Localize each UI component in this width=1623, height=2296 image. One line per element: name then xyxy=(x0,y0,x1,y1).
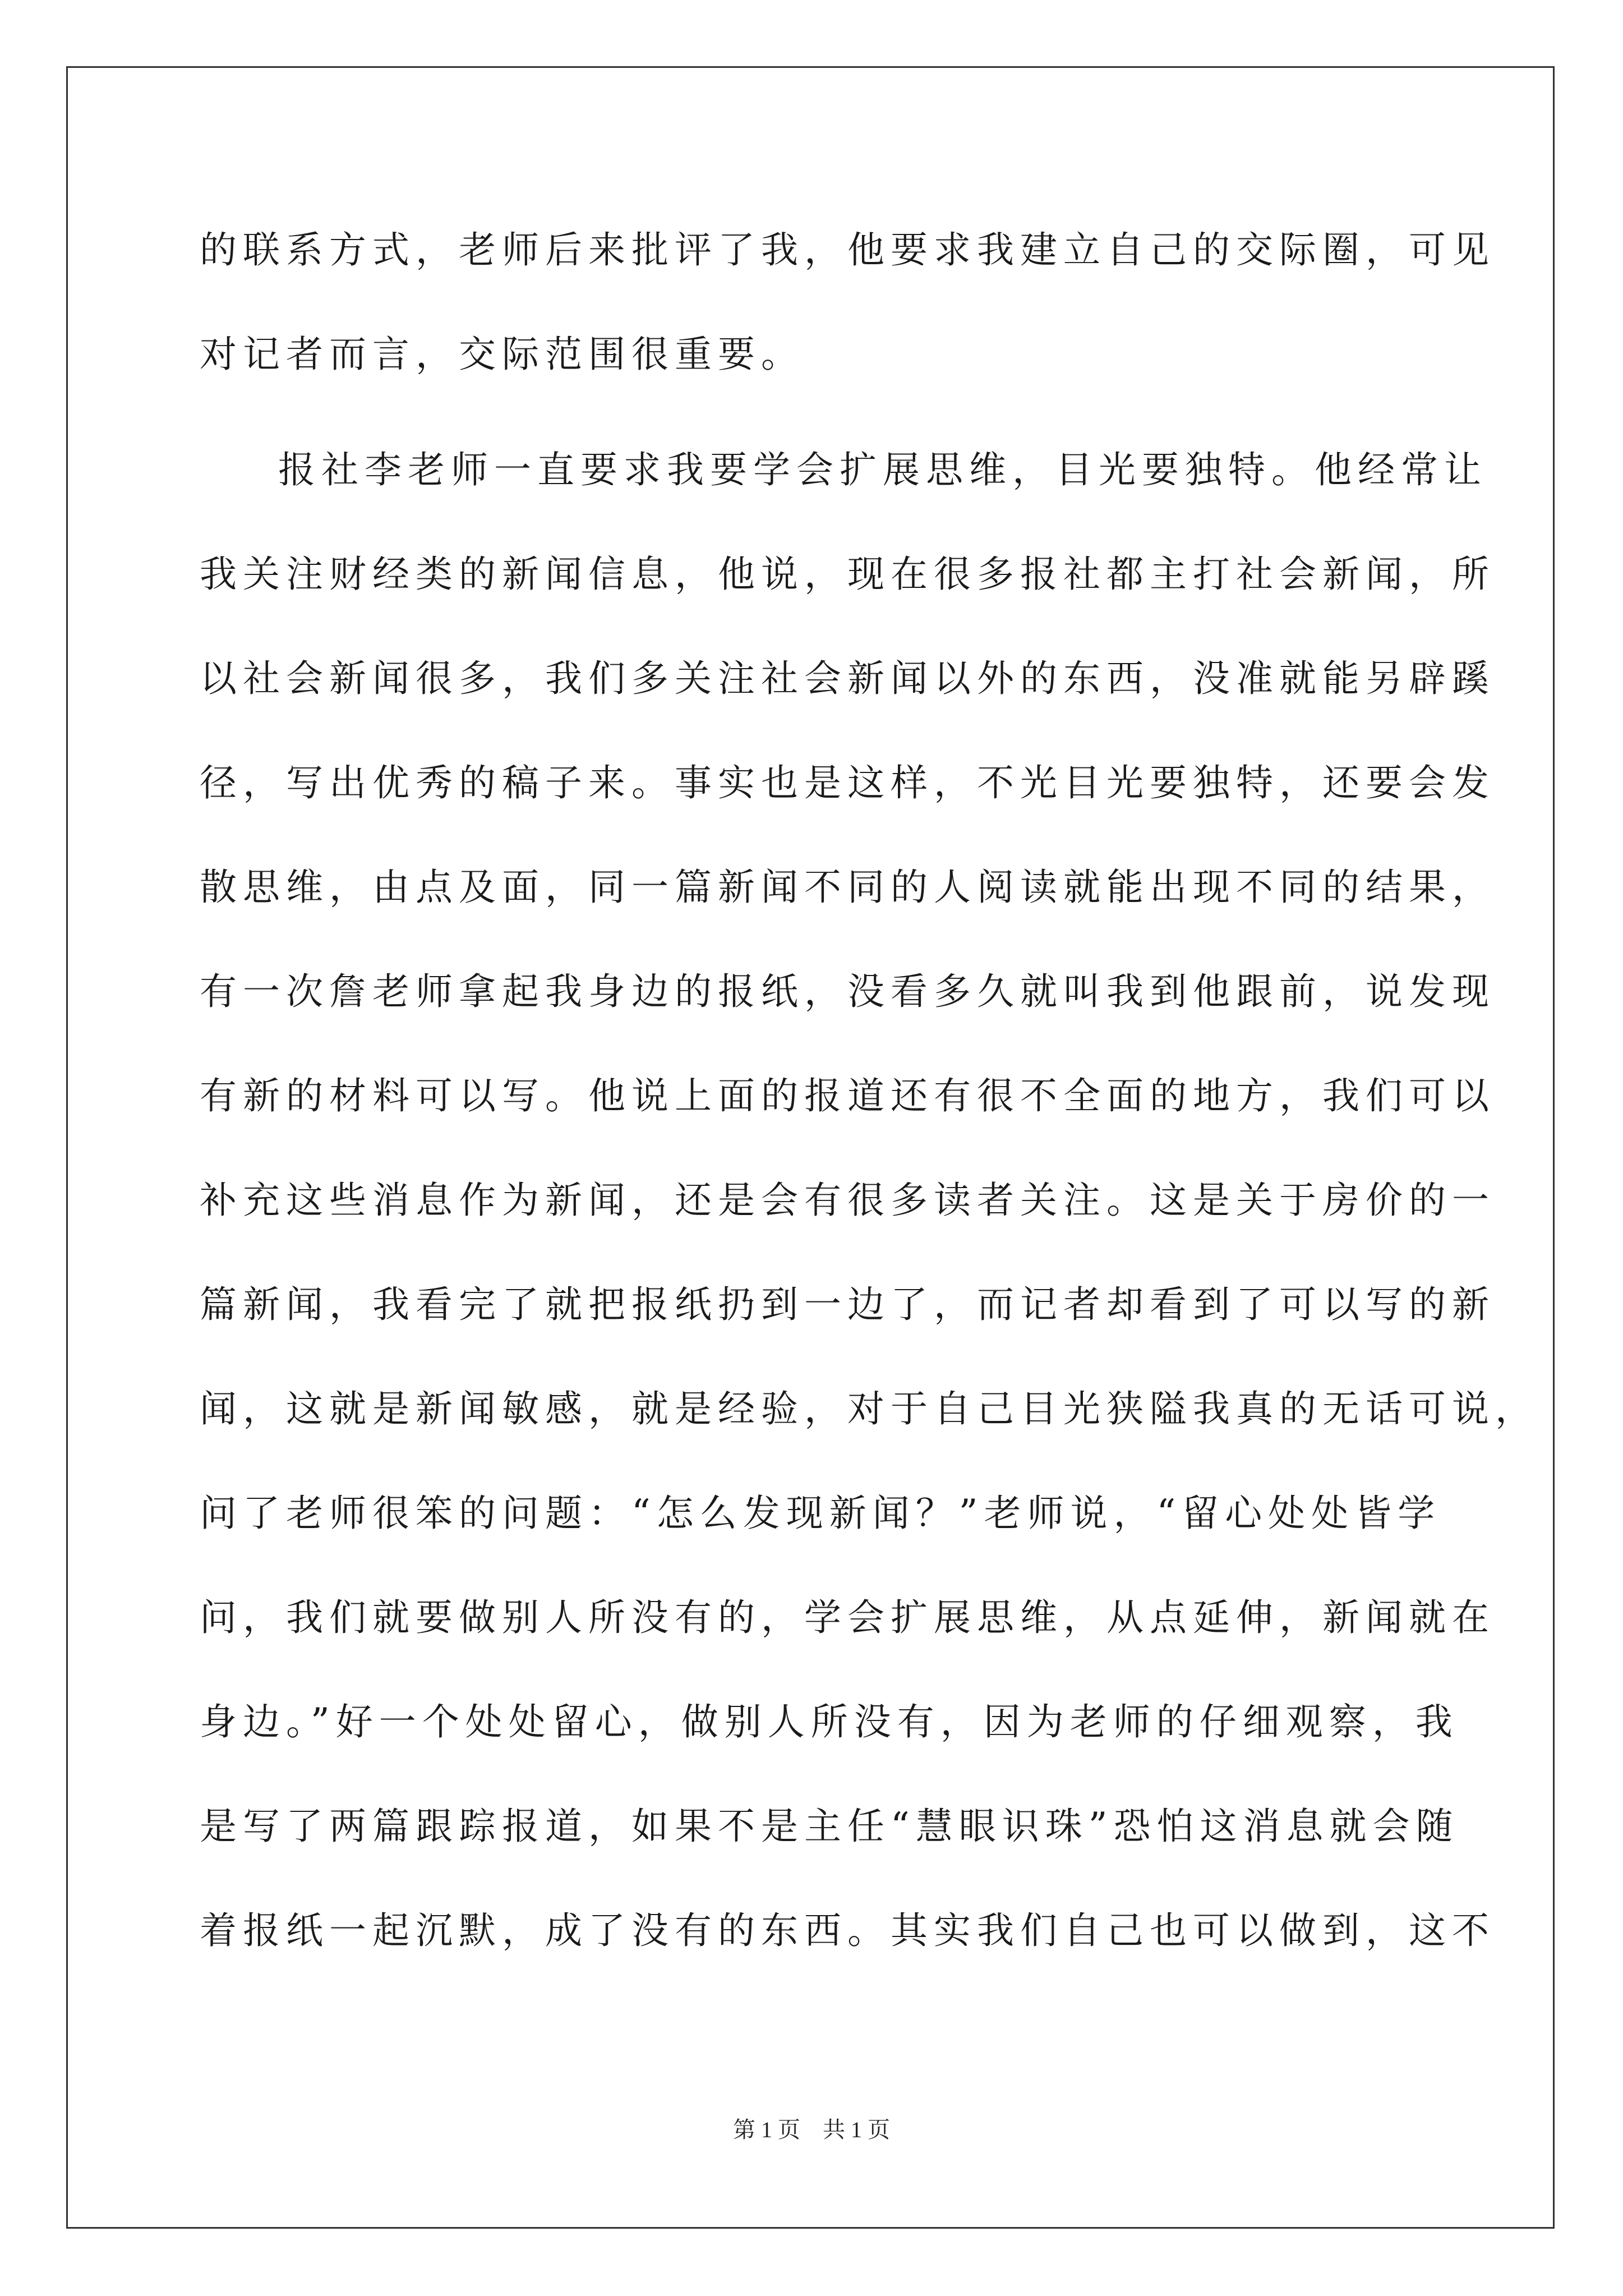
text-line: 补充这些消息作为新闻，还是会有很多读者关注。这是关于房价的一 xyxy=(200,1179,1495,1222)
text-line: 问了老师很笨的问题：“怎么发现新闻？”老师说，“留心处处皆学 xyxy=(200,1492,1441,1535)
text-line: 篇新闻，我看完了就把报纸扔到一边了，而记者却看到了可以写的新 xyxy=(200,1283,1495,1326)
text-line: 闻，这就是新闻敏感，就是经验，对于自己目光狭隘我真的无话可说， xyxy=(200,1387,1538,1430)
text-line: 有一次詹老师拿起我身边的报纸，没看多久就叫我到他跟前，说发现 xyxy=(200,970,1495,1013)
text-line: 径，写出优秀的稿子来。事实也是这样，不光目光要独特，还要会发 xyxy=(200,761,1495,804)
text-line: 问，我们就要做别人所没有的，学会扩展思维，从点延伸，新闻就在 xyxy=(200,1596,1495,1639)
text-line: 身边。”好一个处处留心，做别人所没有，因为老师的仔细观察，我 xyxy=(200,1700,1459,1743)
text-line: 对记者而言，交际范围很重要。 xyxy=(200,333,804,376)
page-number-footer: 第 1 页 共 1 页 xyxy=(733,2117,890,2142)
text-line: 以社会新闻很多，我们多关注社会新闻以外的东西，没准就能另辟蹊 xyxy=(200,657,1495,700)
text-line: 是写了两篇跟踪报道，如果不是主任“慧眼识珠”恐怕这消息就会随 xyxy=(200,1805,1459,1848)
text-line: 我关注财经类的新闻信息，他说，现在很多报社都主打社会新闻，所 xyxy=(200,553,1495,596)
body-text xyxy=(200,212,1538,1997)
paragraph-first-line: 报社李老师一直要求我要学会扩展思维，目光要独特。他经常让 xyxy=(278,448,1487,491)
text-line: 散思维，由点及面，同一篇新闻不同的人阅读就能出现不同的结果， xyxy=(200,866,1495,909)
text-line: 的联系方式，老师后来批评了我，他要求我建立自己的交际圈，可见 xyxy=(200,228,1495,272)
text-line: 着报纸一起沉默，成了没有的东西。其实我们自己也可以做到，这不 xyxy=(200,1909,1495,1952)
text-line: 有新的材料可以写。他说上面的报道还有很不全面的地方，我们可以 xyxy=(200,1074,1495,1117)
